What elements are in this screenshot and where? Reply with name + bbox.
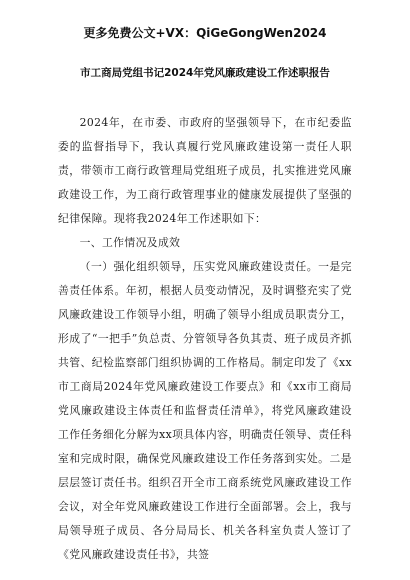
section-heading: 一、工作情况及成效 bbox=[79, 236, 181, 249]
document-title: 市工商局党组书记2024年党风廉政建设工作述职报告 bbox=[80, 67, 330, 79]
watermark-text: 更多免费公文+VX：QiGeGongWen2024 bbox=[83, 26, 327, 40]
intro-paragraph: 2024年，在市委、市政府的坚强领导下，在市纪委监委的监督指导下，我认真履行党风廉政建设第一责任人职责，带领市工商行政管理局党组班子成员，扎实推进党风廉政建设工作，为工商行政管理事业的健康发展提供了坚强的纪律保障。现将我2024年工作述职如下： bbox=[58, 116, 352, 225]
body-paragraph: （一）强化组织领导，压实党风廉政建设责任。一是完善责任体系。年初，根据人员变动情况，及时调整充实了党风廉政建设工作领导小组，明确了领导小组成员职责分工，形成了“一把手”负总责、分管领导各负其责、班子成员齐抓共管、纪检监察部门组织协调的工作格局。制定印发了《xx市工商局2024年党风廉政建设工作要点》和《xx市工商局党风廉政建设主体责任和监督责任清单》，将党风廉政建设工作任务细化分解为xx项具体内容，明确责任领导、责任科室和完成时限，确保党风廉政建设工作任务落到实处。二是层层签订责任书。组织召开全市工商系统党风廉政建设工作会议，对全年党风廉政建设工作进行全面部署。会上，我与局领导班子成员、各分局局长、机关各科室负责人签订了《党风廉政建设责任书》，共签 bbox=[58, 260, 352, 561]
